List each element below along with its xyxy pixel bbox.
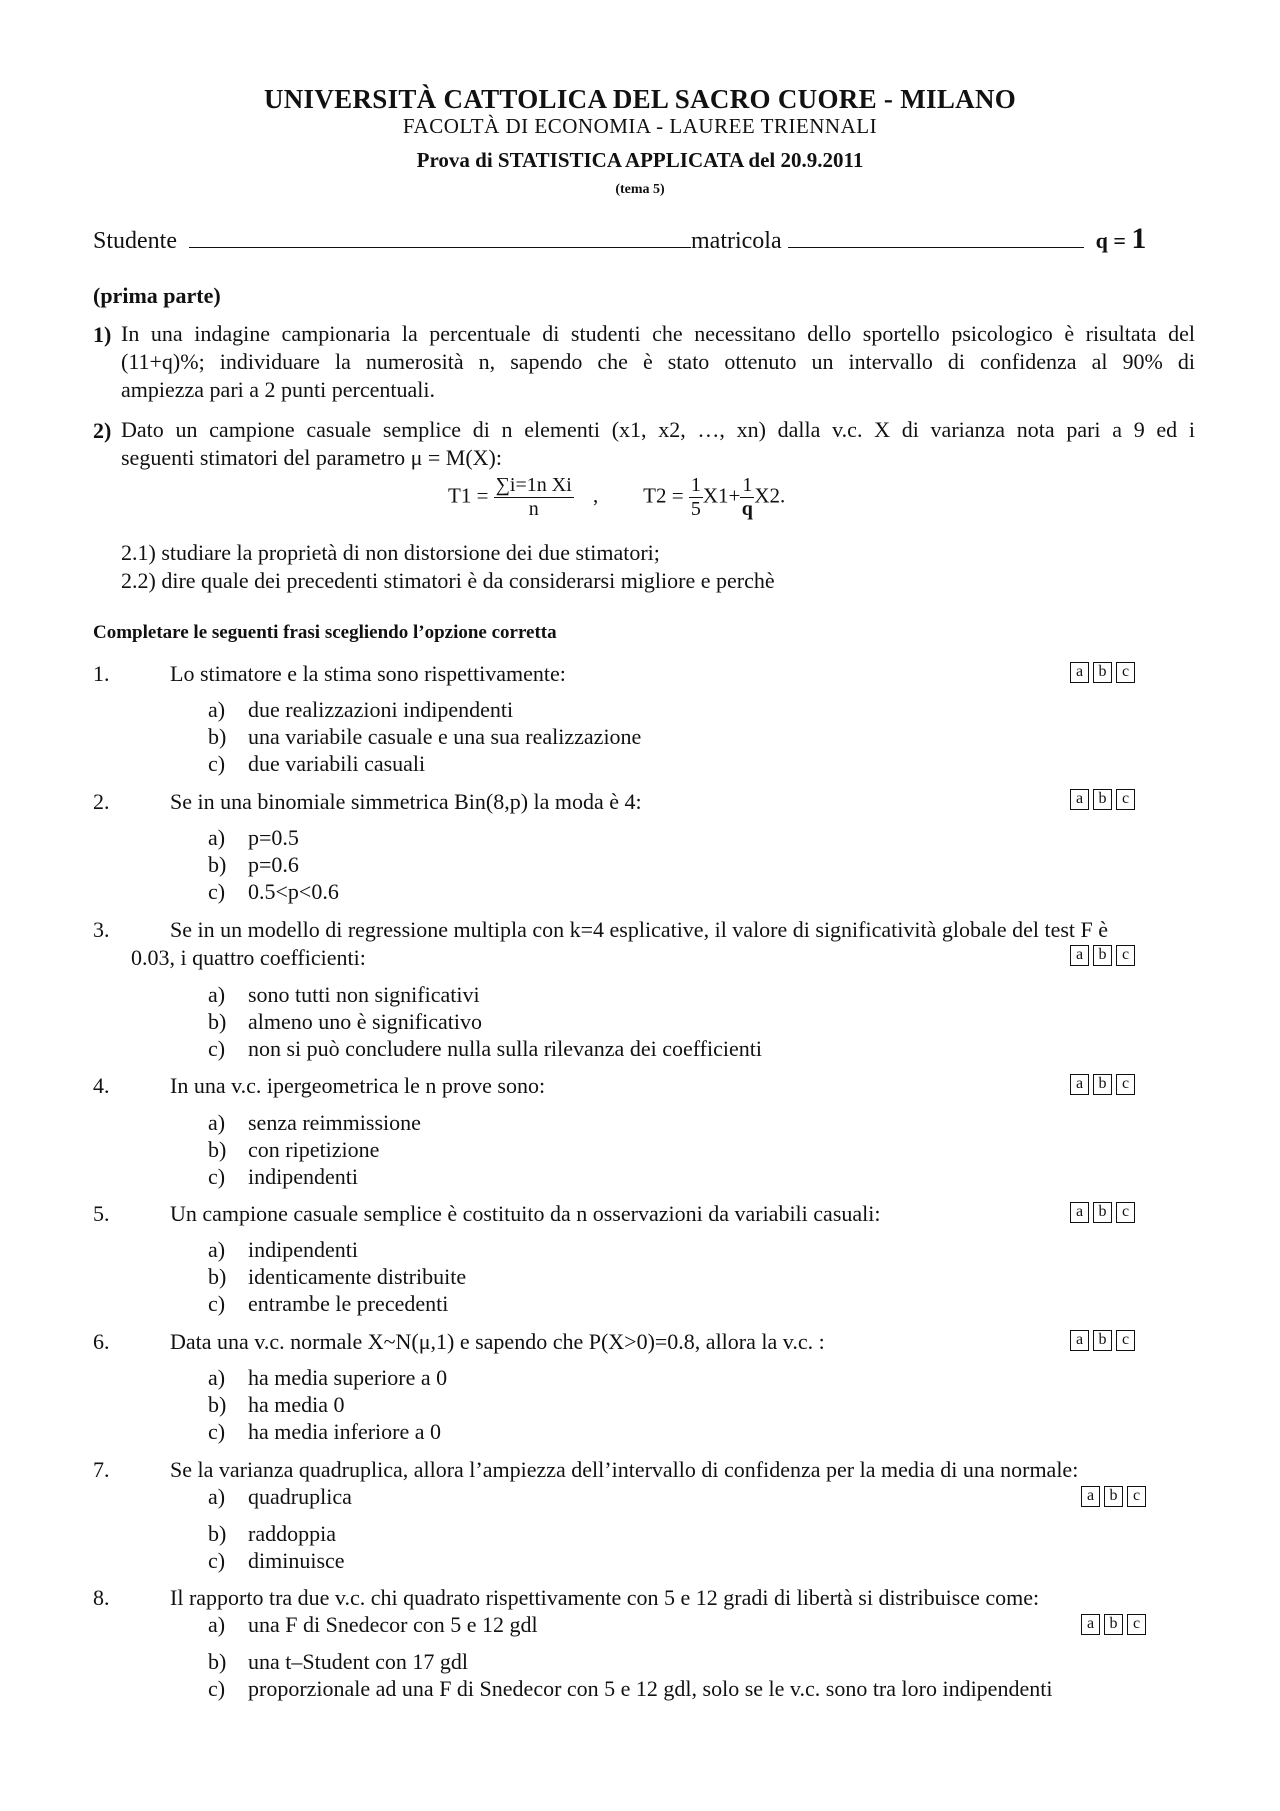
option-text: almeno uno è significativo [248,1009,482,1034]
question-text-continued: 0.03, i quattro coefficienti: [131,945,366,970]
option-text: quadruplica [248,1484,352,1509]
option-letter: a) [208,982,226,1007]
option-text: due variabili casuali [248,751,426,776]
option-text: raddoppia [248,1521,336,1546]
option-text: ha media 0 [248,1392,345,1417]
option-text: identicamente distribuite [248,1264,467,1289]
option-text: 0.5<p<0.6 [248,879,339,904]
answer-box-a[interactable]: a [1070,1202,1089,1223]
answer-box-a[interactable]: a [1070,662,1089,683]
answer-box-a[interactable]: a [1081,1614,1100,1635]
answer-box-a[interactable]: a [1081,1486,1100,1507]
option-letter: c) [208,751,226,776]
answer-option [208,1676,1052,1702]
answer-option [208,1009,482,1035]
answer-option [208,1036,762,1062]
university-title: UNIVERSITÀ CATTOLICA DEL SACRO CUORE - MILANO [263,84,1017,114]
student-label: Studente [93,228,177,254]
answer-box-b[interactable]: b [1093,662,1112,683]
problem1-text [121,320,1195,348]
student-line [93,222,1146,256]
estimators-formula [448,474,785,521]
answer-box-a[interactable]: a [1070,1074,1089,1095]
answer-option [208,751,425,777]
answer-boxes [1070,945,1135,966]
t2-b-numerator: 1 [742,474,753,496]
question-number: 3. [93,917,110,942]
answer-boxes [1070,1202,1135,1223]
answer-boxes [1070,1330,1135,1351]
option-letter: b) [208,1137,227,1162]
option-text: proporzionale ad una F di Snedecor con 5 e 12 gdl, solo se le v.c. sono tra loro indipendenti [248,1676,1053,1701]
question-text: Se la varianza quadruplica, allora l’ampiezza dell’intervallo di confidenza per la media di una normale: [170,1457,1079,1482]
answer-boxes [1070,1074,1135,1095]
part-title: (prima parte) [93,283,221,308]
question-number: 5. [93,1201,110,1226]
option-text: entrambe le precedenti [248,1291,449,1316]
problem1-line-2: (11+q)%; individuare la numerosità n, sapendo che è stato ottenuto un intervallo di confidenza al 90% di [121,349,1195,374]
problem1-line-1: In una indagine campionaria la percentuale di studenti che necessitano dello sportello psicologico è risultata del [121,321,1195,346]
answer-box-b[interactable]: b [1093,1074,1112,1095]
answer-option [208,1237,358,1263]
option-text: con ripetizione [248,1137,380,1162]
option-letter: c) [208,1036,226,1061]
answer-box-c[interactable]: c [1116,945,1135,966]
answer-option [208,1110,421,1136]
answer-boxes [1070,662,1135,683]
answer-option [208,852,299,878]
option-letter: a) [208,1365,226,1390]
t2-fraction-b [740,474,754,521]
matricola-label: matricola [691,228,782,254]
answer-option [208,1392,345,1418]
option-letter: b) [208,1009,227,1034]
option-letter: a) [208,1237,226,1262]
faculty-line: FACOLTÀ DI ECONOMIA - LAUREE TRIENNALI [402,114,878,138]
problem2-sub-2: 2.2) dire quale dei precedenti stimatori è da considerarsi migliore e perchè [121,568,775,593]
q-label: q = [1095,228,1132,253]
answer-box-c[interactable]: c [1116,1074,1135,1095]
option-text: senza reimmissione [248,1110,421,1135]
question-number: 8. [93,1585,110,1610]
option-letter: c) [208,1676,226,1701]
problem1-text-cont [121,348,1195,404]
option-letter: a) [208,1484,226,1509]
option-letter: c) [208,1164,226,1189]
answer-option [208,1137,379,1163]
problem2-line-2: seguenti stimatori del parametro μ = M(X): [121,445,502,470]
option-letter: b) [208,724,227,749]
question-text: In una v.c. ipergeometrica le n prove sono: [170,1073,546,1098]
answer-option [208,825,299,851]
t1-denominator: n [528,498,539,520]
answer-option [208,1521,336,1547]
answer-option [208,724,641,750]
option-letter: a) [208,825,226,850]
answer-box-b[interactable]: b [1104,1486,1123,1507]
answer-box-c[interactable]: c [1116,1202,1135,1223]
option-letter: c) [208,1548,226,1573]
question-number: 1. [93,661,110,686]
answer-option [208,1365,447,1391]
option-letter: a) [208,1110,226,1135]
option-letter: c) [208,1291,226,1316]
question-number: 4. [93,1073,110,1098]
answer-option [208,1612,538,1638]
option-letter: c) [208,1419,226,1444]
answer-box-b[interactable]: b [1104,1614,1123,1635]
option-letter: a) [208,697,226,722]
option-text: ha media inferiore a 0 [248,1419,442,1444]
mc-title: Completare le seguenti frasi scegliendo l’opzione corretta [93,622,557,643]
question-text: Il rapporto tra due v.c. chi quadrato rispettivamente con 5 e 12 gradi di libertà si distribuisce come: [170,1585,1040,1610]
t1-fraction [494,474,574,521]
problem2-text [121,416,1195,472]
answer-boxes [1081,1486,1146,1507]
formula-separator: , [593,483,599,508]
question-text: Se in una binomiale simmetrica Bin(8,p) la moda è 4: [170,789,642,814]
problem2-line-1: Dato un campione casuale semplice di n elementi (x1, x2, …, xn) dalla v.c. X di varianza nota pari a 9 ed i [121,417,1195,442]
answer-box-b[interactable]: b [1093,1202,1112,1223]
question-text: Un campione casuale semplice è costituito da n osservazioni da variabili casuali: [170,1201,881,1226]
t2-label: T2 = [643,483,684,508]
answer-option [208,1264,466,1290]
answer-box-c[interactable]: c [1116,662,1135,683]
option-letter: b) [208,1392,227,1417]
option-text: ha media superiore a 0 [248,1365,448,1390]
option-text: indipendenti [248,1164,358,1189]
option-letter: b) [208,852,227,877]
problem1-line-3: ampiezza pari a 2 punti percentuali. [121,377,435,402]
question-text: Data una v.c. normale X~N(μ,1) e sapendo che P(X>0)=0.8, allora la v.c. : [170,1329,825,1354]
t1-label: T1 = [448,483,489,508]
option-text: sono tutti non significativi [248,982,480,1007]
answer-option [208,1291,448,1317]
option-text: una t–Student con 17 gdl [248,1649,468,1674]
answer-box-c[interactable]: c [1116,1330,1135,1351]
answer-box-a[interactable]: a [1070,1330,1089,1351]
option-text: due realizzazioni indipendenti [248,697,514,722]
answer-box-a[interactable]: a [1070,945,1089,966]
question-number: 7. [93,1457,110,1482]
answer-option [208,1548,345,1574]
option-letter: a) [208,1612,226,1637]
exam-title: Prova di STATISTICA APPLICATA del 20.9.2011 [416,148,864,172]
option-text: indipendenti [248,1237,358,1262]
answer-option [208,1419,441,1445]
option-letter: b) [208,1264,227,1289]
t2-a-denominator: 5 [690,498,701,520]
t2-b-denominator: q [741,498,753,520]
option-text: una variabile casuale e una sua realizzazione [248,724,642,749]
answer-boxes [1081,1614,1146,1635]
t2-middle: X1+ [702,483,741,508]
answer-box-b[interactable]: b [1093,945,1112,966]
matricola-field[interactable] [788,247,1084,248]
question-number: 2. [93,789,110,814]
answer-box-c[interactable]: c [1127,1614,1146,1635]
question-text: Se in un modello di regressione multipla con k=4 esplicative, il valore di significatività globale del test F è [170,917,1109,942]
t2-a-numerator: 1 [690,474,701,496]
option-text: p=0.5 [248,825,299,850]
answer-box-c[interactable]: c [1116,789,1135,810]
answer-option [208,1484,352,1510]
t1-numerator: ∑i=1n Xi [495,474,572,496]
t2-fraction-a [689,474,703,521]
answer-option [208,982,480,1008]
option-text: non si può concludere nulla sulla rilevanza dei coefficienti [248,1036,762,1061]
answer-boxes [1070,789,1135,810]
option-text: diminuisce [248,1548,345,1573]
answer-box-c[interactable]: c [1127,1486,1146,1507]
option-text: una F di Snedecor con 5 e 12 gdl [248,1612,538,1637]
answer-option [208,697,513,723]
answer-box-b[interactable]: b [1093,1330,1112,1351]
option-letter: b) [208,1521,227,1546]
question-number: 6. [93,1329,110,1354]
problem1-number: 1) [93,322,112,347]
t2-end: X2. [754,483,786,508]
answer-option [208,1164,358,1190]
option-text: p=0.6 [248,852,299,877]
question-text: Lo stimatore e la stima sono rispettivamente: [170,661,566,686]
answer-box-b[interactable]: b [1093,789,1112,810]
answer-option [208,1649,468,1675]
option-letter: b) [208,1649,227,1674]
q-value: 1 [1131,222,1147,255]
student-name-field[interactable] [189,247,691,248]
answer-option [208,879,339,905]
answer-box-a[interactable]: a [1070,789,1089,810]
exam-theme: (tema 5) [615,182,665,197]
problem2-sub-1: 2.1) studiare la proprietà di non distorsione dei due stimatori; [121,540,660,565]
problem2-number: 2) [93,418,112,443]
option-letter: c) [208,879,226,904]
